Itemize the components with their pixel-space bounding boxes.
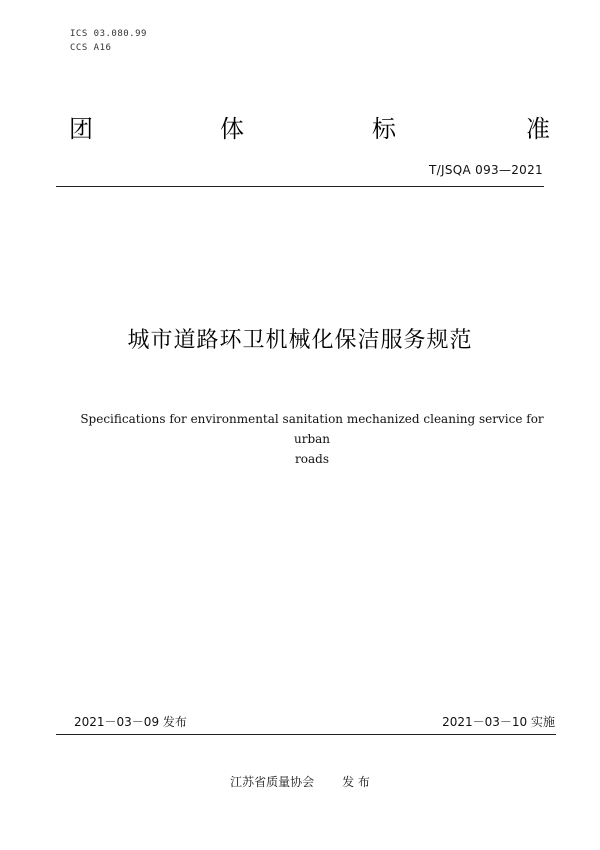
standard-type-char: 准 (526, 115, 550, 143)
standard-type-char: 团 (69, 115, 93, 143)
ics-code: ICS 03.080.99 (70, 29, 147, 39)
header-divider (56, 186, 544, 187)
standard-type-char: 体 (220, 115, 244, 143)
english-title-line: Specifications for environmental sanitation mechanized cleaning service for urban (80, 412, 544, 446)
publisher-name: 江苏省质量协会 (230, 775, 315, 789)
publish-action: 发 布 (342, 775, 370, 789)
ccs-code: CCS A16 (70, 43, 112, 53)
standard-type-char: 标 (372, 115, 396, 143)
english-title-line: roads (295, 452, 329, 466)
issue-date: 2021－03－09 发布 (74, 715, 187, 729)
publisher-line (0, 773, 600, 790)
document-title-english (72, 409, 552, 469)
implementation-date: 2021－03－10 实施 (442, 715, 555, 729)
standard-number: T/JSQA 093—2021 (429, 163, 543, 177)
footer-divider (56, 734, 556, 735)
document-title-chinese: 城市道路环卫机械化保洁服务规范 (127, 328, 473, 353)
